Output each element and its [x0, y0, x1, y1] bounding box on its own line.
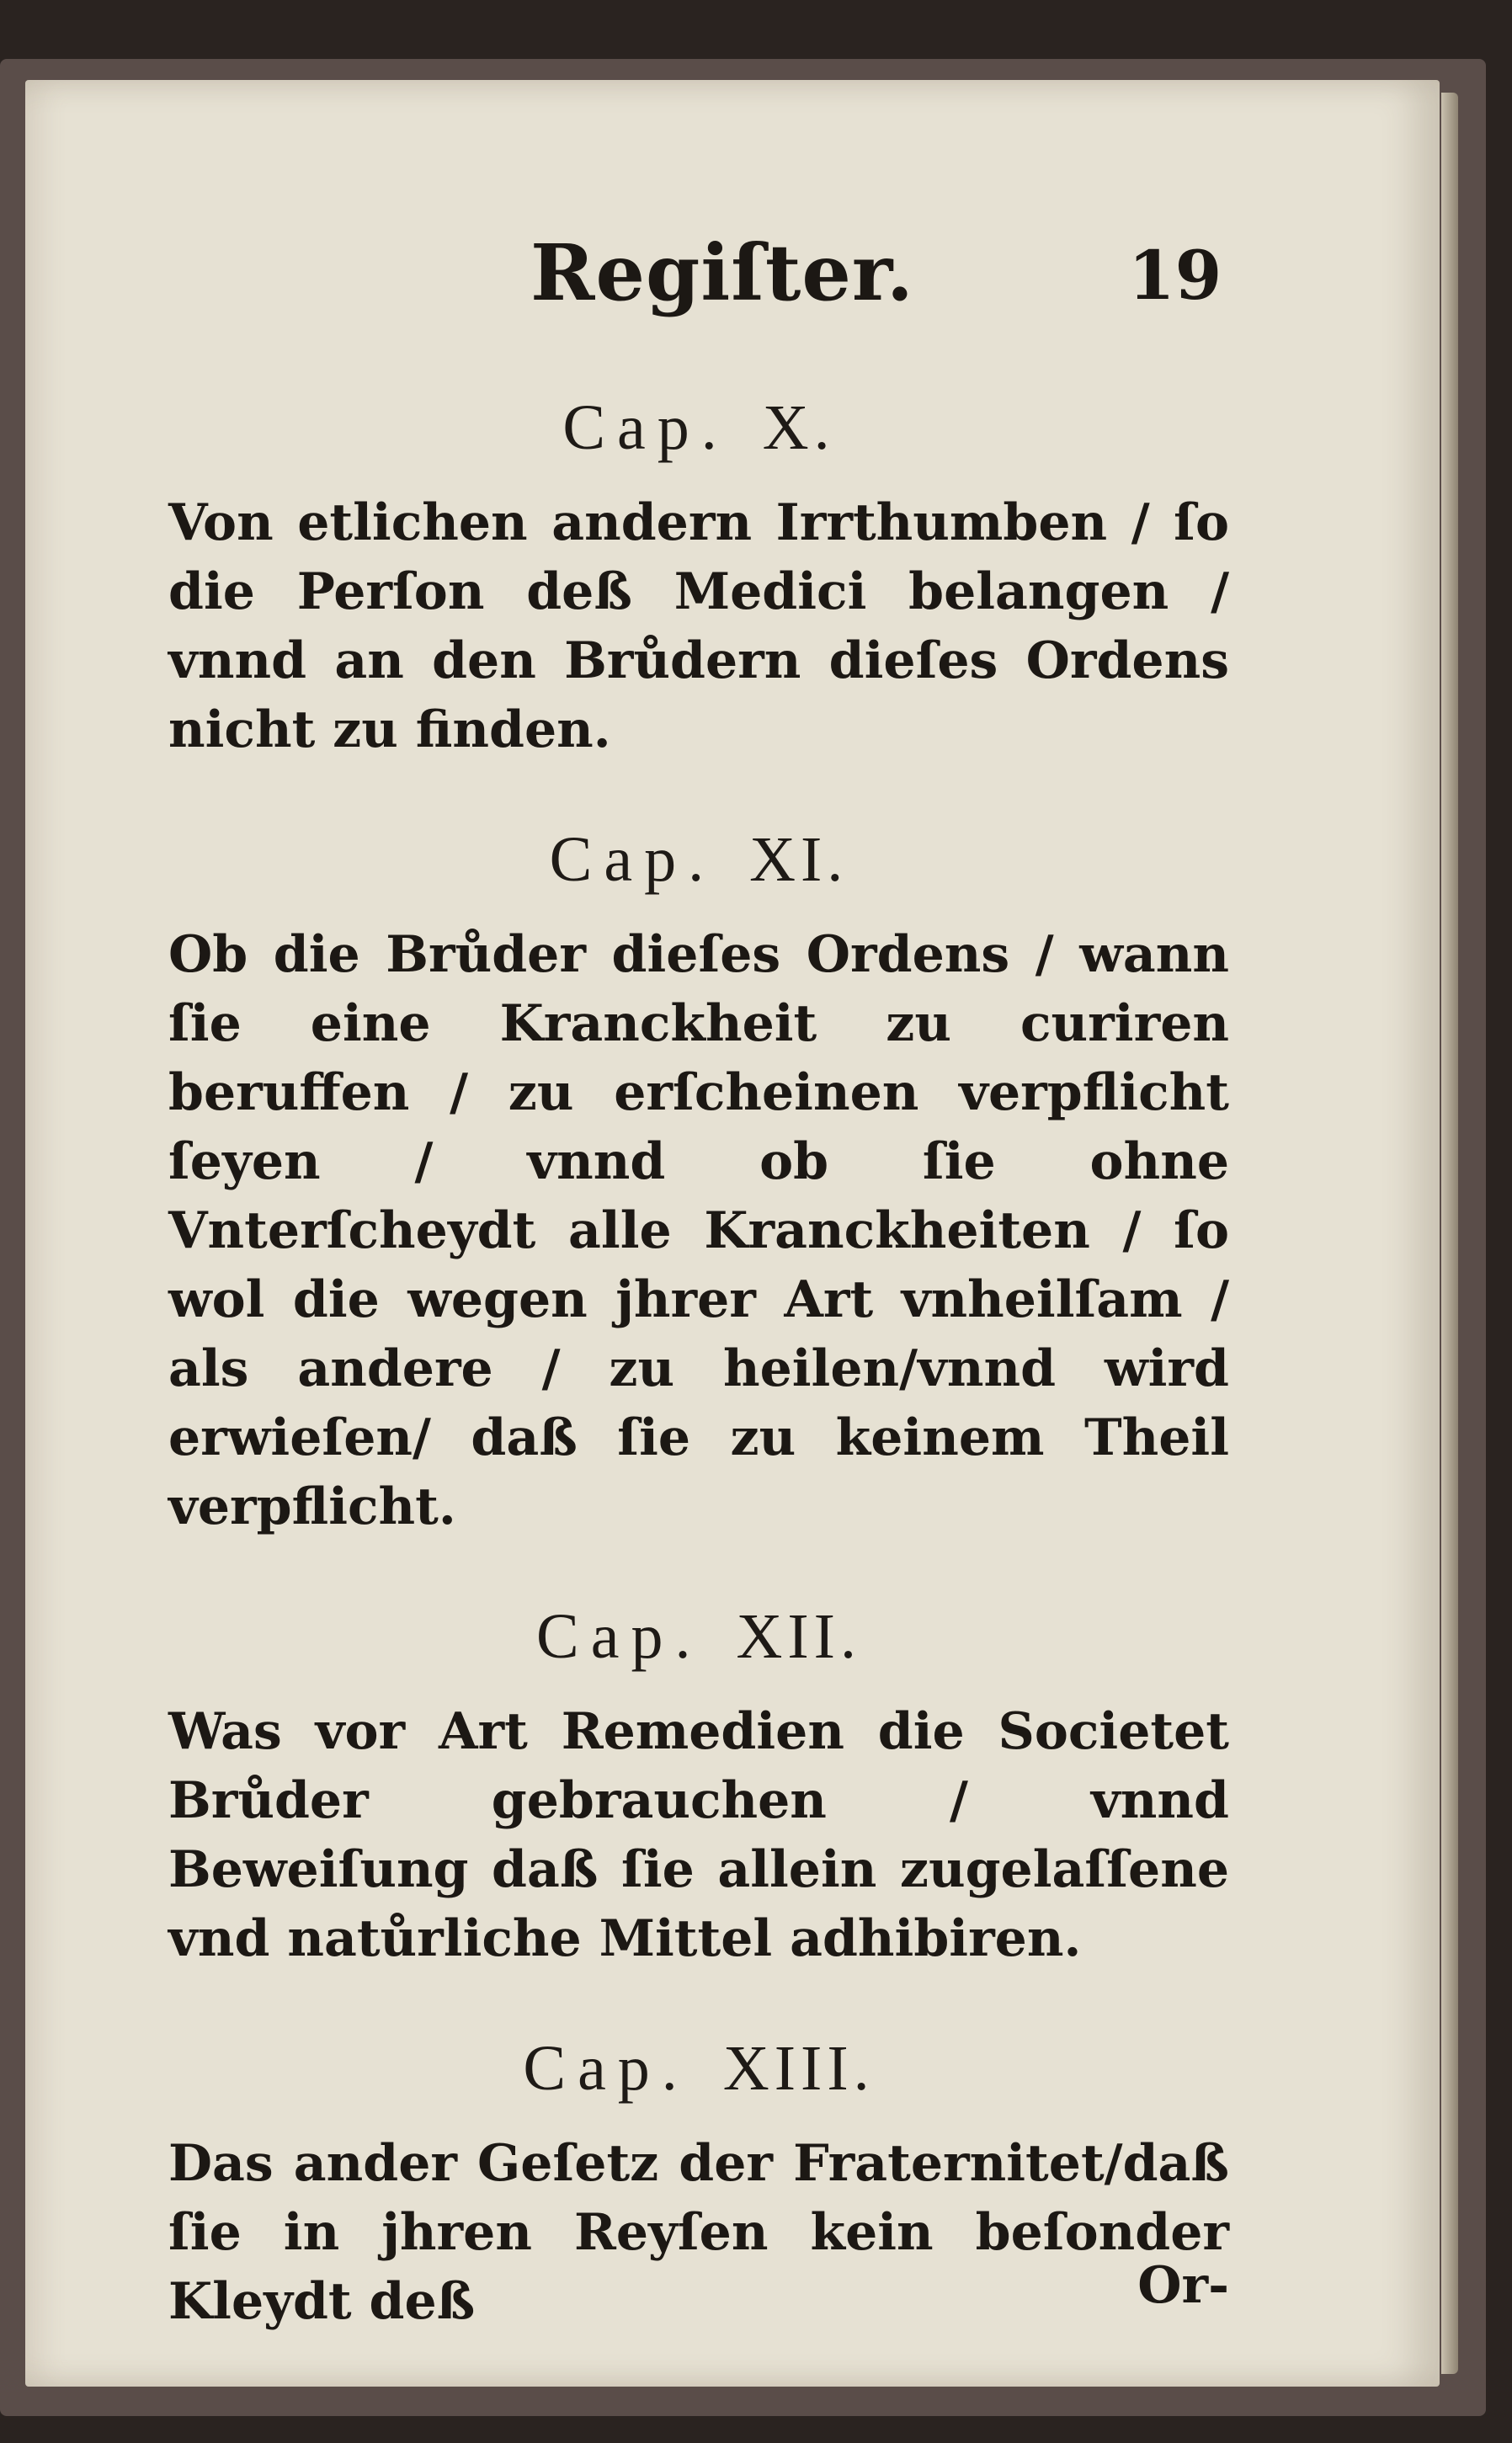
cap-label: Cap.: [562, 392, 729, 463]
running-head: Regiſter.: [530, 227, 914, 318]
chapter-summary: Ob die Brůder dieſes Ordens / wann ſie eine Kranckheit zu curiren beruffen / zu erſcheinen verpflicht ſeyen / vnnd ob ſie ohne Vnterſcheydt alle Kranckheiten / ſo wol die wegen jhrer Art vnheilſam / als andere / zu heilen/vnnd wird erwieſen/ daß ſie zu keinem Theil verpflicht.: [168, 925, 1229, 1536]
page-header: [25, 227, 1440, 345]
page-number: 19: [1128, 236, 1222, 315]
book-page: [25, 80, 1440, 2387]
chapter-number: XI.: [749, 824, 849, 895]
page-edge: [1441, 93, 1458, 2374]
chapter-summary: Von etlichen andern Irrthumben / ſo die Perſon deß Medici belangen / vnnd an den Brůdern dieſes Ordens nicht zu finden.: [168, 493, 1229, 759]
chapter-summary: Das ander Geſetz der Fraternitet/daß ſie in jhren Reyſen kein beſonder Kleydt deß: [168, 2134, 1229, 2331]
chapter-number: XIII.: [722, 2033, 875, 2104]
cap-label: Cap.: [536, 1601, 703, 1672]
register-entry: [168, 1600, 1229, 1973]
chapter-heading: [168, 391, 1229, 465]
chapter-number: XII.: [736, 1601, 861, 1672]
catchword: Or-: [1137, 2256, 1229, 2315]
register-entry: [168, 391, 1229, 764]
register-entries: [168, 391, 1229, 2387]
chapter-heading: [168, 823, 1229, 897]
cap-label: Cap.: [549, 824, 716, 895]
chapter-heading: [168, 1600, 1229, 1674]
chapter-number: X.: [762, 392, 835, 463]
chapter-heading: [168, 2032, 1229, 2105]
cap-label: Cap.: [523, 2033, 689, 2104]
register-entry: [168, 823, 1229, 1541]
chapter-summary: Was vor Art Remedien die Societet Brůder gebrauchen / vnnd Beweiſung daß ſie allein zugelaſſene vnd natůrliche Mittel adhibiren.: [168, 1702, 1229, 1968]
